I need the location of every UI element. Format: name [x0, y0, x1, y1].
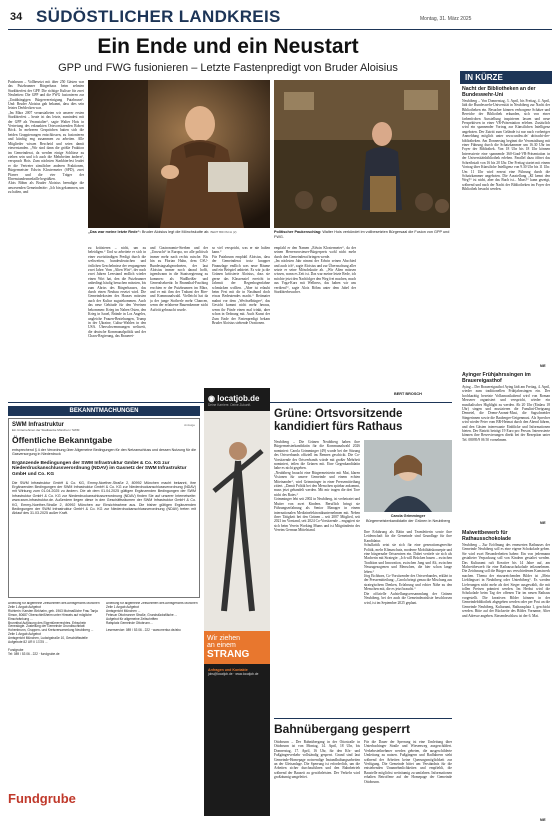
lead-headline: Ein Ende und ein Neustart [97, 35, 359, 58]
sidebar-item3-title: Malwettbewerb für Rathausschokolade [462, 530, 512, 542]
sidebar-item1-text: Neubiberg – Von Donnerstag, 3. April, bis Freitag, 4. April, lädt die Bundeswehr-Universität in Neubiberg zur Nacht der Bibliotheken ein. Besucher können verborgene Schätze und Bereiche der Bibliothek erkunden, sich von einer farbenfrohen Ausstellung inspirieren lassen und neue Perspektiven in einer VR-Präsentation erleben. Zusätzlich wird ein spannender Vortrag zur Künstlichen Intelligenz angeboten. Der Zutritt zum Gelände ist nur nach vorheriger Anmeldung möglich unter www.unibw.de/ ub/nacht-der-bibliotheken. Am Donnerstag beginnt die Veranstaltung mit einer Führung durch die Schatzkammer um 16.30 Uhr im Foyer der Bibliothek. Von 18 Uhr bis 18 Uhr können Interessierte eine spannende 360-Grad-VR-Präsentation in der Universitätsbibliothek erleben. Parallel dazu öffnet das Schreibstaft von 16 bis 20 Uhr. Der Freitag startet mit einem Vortrag über Künstliche Intelligenz von 9.30 Uhr bis 11 Uhr. Um 11 Uhr wird erneut eine Führung durch die Schatzkammer angeboten. Die Ausstellung „KI kennt den Weg?“ ist nicht, aber das Buch ist... Muss?“ kann gezeigt, während und nach der Nacht der Bibliotheken im Foyer der Bibliothek besucht werden. [462, 99, 550, 192]
notice-org: SWM Infrastruktur [12, 422, 65, 428]
green-caption-text: Bürgermeisterkandidatin der Grünen in Neubiberg [365, 518, 450, 523]
ad-logo [208, 394, 266, 403]
notice-tag: Anzeige [184, 423, 195, 427]
notice-swm-box [8, 418, 200, 598]
lead-subhead: GPP und FWG fusionieren – Letzte Fastenpredigt von Bruder Aloisius [58, 62, 398, 74]
sidebar-item3-text: Neubiberg – Zur Eröffnung des erneuerten Rathauses der Gemeinde Neubiberg soll es eine eigene Schokolade geben. Sie wird zwei Besonderheiten haben: Ein von jedermann gestalteter Verpackung soll von Kindern gestaltet werden. Das Kulturamt ruft Kreative bis 14 Jahre auf, am Malwettbewerb für eine Rathausschokolade teilzunehmen. Die Zeichnung soll die Bürger aus verschiedenen Kunstwerk machen. Thema der einzureichenden Bilder ist „Mein Lieblingsort in Neubiberg oder Unterbiberg“. Es werden Lieferungen nicht mehr als drei Sieger ausgewählt, die mit tollen Preisen prämiert werden. Im Herbst wird die Schokolade beim Tag der offenen Tür im neuen Rathaus vorgestellt. Die kreativen Bilder können in der Gemeindebibliothek abgegeben werden oder per Post an die Gemeinde Neubiberg, Kulturamt, Rathausplatz 1, geschickt werden. Bitte auf der Rückseite des Bildes Vorname, Alter und Adresse angeben. Einsendeschluss ist der 6. Mai. [462, 543, 550, 618]
ad-footer-2[interactable]: jobs@locatjob.de · www.locatjob.de [208, 672, 259, 676]
ad-line-1: Wir ziehen [207, 635, 241, 642]
notice-heading: Ergänzende Bedingungen der SWM Infrastruktur GmbH & Co. KG zur Niederdruckanschlussverordnung (NDAV) im Gasnetz der SWM Infrastruktur GmbH und Co. KG [12, 460, 187, 477]
notice-body: Die SWM Infrastruktur GmbH & Co. KG, Emmy-Noether-Straße 2, 80992 München macht bekannt, ihre Ergänzenden Bedingungen der SWM Infrastruktur GmbH & Co. KG zur Niederdruckanschlussverordnung (NDAV) mit Wirkung zum 01.04.2025 zu ändern. Die ab dem 01.04.2025 gültigen Ergänzenden Bedingungen der SWM Infrastruktur GmbH & Co. KG zur Niederdruckanschlussverordnung (NDAV) finden Sie auf unserer Internetseite: www.swm-infrastruktur.de. Außerdem liegen diese in den Geschäftsräumen der SWM Infrastruktur GmbH & Co. KG, Emmy-Noether-Straße 2, 80992 München zur Einsichtnahme aus. Die bisher gültigen Ergänzenden Bedingungen der SWM Infrastruktur GmbH & Co. KG zur Niederdruckanschlussverordnung (NDAV) treten mit Ablauf des 31.03.2025 außer Kraft. [12, 480, 196, 516]
photo1-caption-lead: „Das war meine letzte Rede“: [88, 230, 141, 234]
photo1-credit: BERT BROSCH (2) [210, 230, 237, 234]
notice-org-sub: Ein Unternehmen der Stadtwerke München / SWM [12, 428, 80, 432]
lead-text-col-4: so viel verspricht, was er nie halten kann.“ Für Putzbrunn empfahl Aloisius, dass der Gemeinderat trotz knapper Finanzlage endlich was neue Bäume und ein Beispiel anbietet. Es wär ja die Grünen kritisierte Aloisius, dass sie gerne das Klassenziel erreicht in Jahrmit der Regenbogenfahne schmücken wollten. „Aber ist erlaubt beim Fest mit dir in Nastbund doch etwas Bedeutendes macht.“ Reitmaier mahnt vor dem „Wechselbürger“, das Gesicht kommt nicht mehr heraus, wenn ihr Fünfe einen mal trinkt, aber schon in Ordnung mit. Auch Kunst der Zum Ende der Fastenpredigt bekam Bruder Aloisius stehende Ovationen. [212, 246, 270, 325]
bahn-text-col-1: Ottobrunn – Der Bahnübergang in der Ottostraße in Ottobrunn ist von Montag, 14. April, 18 Uhr, bis Donnerstag, 17. April, 16 Uhr, für den Kfz- und Fußgängerverkehr vollständig gesperrt. Grund sind laut Gemeinde-Homepage notwendige Instandhaltungsarbeiten an der Gleisanlage. Die Sperrung ist erforderlich, um die Arbeiten sicher durchzuführen und den Bahnbetrieb während der Bauzeit zu gewährleisten. Der Verkehr wird großräumig umgeleitet. [274, 740, 360, 780]
monk-speaker-illustration [88, 80, 270, 228]
ad-slogan-box [204, 631, 270, 664]
small-ads-right: Anleitung für allgemeine Zeitschriften des Amtsgerichts München Zeile 1 Angab Aufgebot Amtsgericht München ... Februar Ottobrunner Straße, Grundstücksfläche ... Aufgebot für allgemeine Zeitschriften Ratsplatz Gemeinde Ottobrunn... Leserservice: 089 / 53 06 - 222 · www.merkur.de/abo [106, 602, 198, 633]
ad-logo-sub: Deine Karriere. Deine Zukunft. [208, 403, 252, 407]
green-headline: Grüne: Ortsvorsitzende kandidiert fürs Rathaus [274, 408, 403, 433]
section-title: SÜDÖSTLICHER LANDKREIS [36, 7, 281, 26]
photo1-caption-text: Bruder Aloisius legt die Mönchskutte ab. [141, 230, 210, 234]
issue-date: Montag, 31. März 2025 [420, 16, 472, 22]
portrait-illustration [364, 440, 452, 512]
notice-intro: entsprechend § 4 der Verordnung über Allgemeine Bedingungen für den Netzanschluss und dessen Nutzung für die Gasversorgung in Niederdruck [12, 448, 197, 457]
ad-logo-icon: ◉ [208, 394, 215, 403]
photo-fusion-stage [274, 80, 450, 228]
sidebar-item1-title: Nacht der Bibliotheken an der Bundeswehr-Uni [462, 86, 536, 98]
lead-text-col-2: zu kritisieren – nicht, um zu beleidigen.“ Und so arbeitete er sich in einer zweistündigen Predigt durch die weltweiten, bundesdeutschen und örtlichen Geschehnisse der vergangenen zwei Jahre. Vom „Alten Wirt“, der nach zwei Jahren Leerstand endlich wieder einen Wirt hat, den die Putzbrunner unbedingt häufig besuchen müssten, bis zum Abriss des Bürgerhauses, das durch einen Neubau ersetzt wird. Die Gemeindekosten des Hauses müssten auch der Kultur zugutekommen. Auch das neue Gebäude für den Vereinen bekommen: Krieg im Nahen Osten, den Krieg in Israel, Brände in Los Angeles, ungleiche Frauen-Beziehungen, Trump in der Ukraine, Cultur-Wahlen in den USA. Überschwemmungen weltweit, die deutsche Kommunalpolitik und der Chaos-Regierung, das Brauerei- [88, 246, 146, 339]
photo-grimminger [364, 440, 452, 512]
notice-title: Öffentliche Bekanntgabe [12, 435, 113, 445]
ad-logo-text: locatjob.de [217, 394, 260, 403]
green-text-col-1: Neubiberg – Die Grünen Neubiberg haben ihre Bürgermeisterkandidatin für die Kommunalwahl 2026 nominiert: Carola Grimminger (49) wurde bei der Sitzung des Ortsverbands offiziell ins Rennen geschickt. Die Co-Vorsitzende des Ortsverbands würde mit großer Mehrheit nominiert, teilen die Grünen mit. Eine Gegenkandidatin habe es nicht gegeben. „Neubiberg braucht eine Bürgermeisterin mit Mut, klaren Visionen für unsere Gemeinde und einem echten Miteinander“, wird Grimminger in einer Pressemitteilung zitiert. „Damit Politik bei den Menschen spürbar ankommt, muss jetzt gehandelt werden. Mit mir tragen die drei Tore nicht des Rates.“ Grimminger lebt seit 2002 in Neubiberg, ist verheiratet und Mutter von zwei Kindern. Beruflich bringt sie Führungserfahrung als Senior Manager in einem internationalen Medizinelektronikunternehmen mit. Neben ihrer Tätigkeit bei den Grünen – seit 2007 Mitglied, seit 2021 im Vorstand, seit 2024 Co-Vorsitzende – engagiert sie sich beim Verein Working Mums und ist Mitgründerin des Vereins German Mittelstand. [274, 440, 360, 533]
page-number: 34 [10, 11, 23, 23]
header-rule [8, 29, 552, 30]
photo2-caption-lead: Politischer Paukenschlag: [274, 230, 322, 234]
lead-text-col-1: Putzbrunn – Vollbesetzt mit über 250 Gästen war das Putzbrunner Bürgerhaus beim zehnten Starkbierfest der GPP. Die richtige Kulisse für zwei Neuheiten: Die GPP und die FWG fusionieren zur „Unabhängigen Bürgervereinigung Putzbrunn“. Und: Bruder Aloisius gab bekannt, dass dies sein letztes Derblecken war. „Im März 2007 veranstalteten wir unserer ersten Starkbierfest – heute ist das letzte, zumindest mit der GPP als Veranstalter“, sagte Walter Hois in Vertretung des erkrankten Ortsvorsitzenden Robert Böck. In mehreren Gesprächen hatten sich die beiden Gruppierungen entschlossen, zu fusionieren und künftig eng zusammen zu arbeiten. Alle Mitglieder wissen Bescheid und seien damit einverstanden. „Wir sind dann die größte Fraktion im Gemeinderat, da werden einige Schlüsse zu ziehen sein und ich auch die Mehrheiten ändern“, versprach Hois. Zum nächsten Starkbierfest leadet er die Vertreter sämtlicher anderen Fraktionen, Bürgermeister Edwin Klostermeier (SPD), zwei Pfarrer und die vier Träger der Ehrenstandesmedaille begrüßten. Alois Böhm als Bruder Aloisius beendigte die anwesenden Gemeinderäte: „Ich bin gekommen, um zu halten, und [8, 80, 84, 195]
photo2-caption [274, 230, 450, 239]
fundgrube-wordmark: Fundgrube [8, 791, 76, 806]
green-caption-name: Carola Grimminger [390, 514, 426, 518]
photo1-caption [88, 230, 270, 235]
photo2-caption-text: Walter Hois verkündet im vollbesetzten Bürgersaal die Fusion von GPP und FWG. [274, 230, 450, 239]
small-ads-left: Anleitung für allgemeine Zeitschriften des Amtsgerichts München Zeile 1 Angab Aufgebot Richterin: Karsten Birkhahn, geb. 1963 Mutmaßliche Frau Tanja Simon, 80687 Oberschleißheim unter Hinweis auf mögliche Einschränkung ... Brunnthal Auflösung des Eigentümerrechtes. Erbschein Genealogie. Zustellung der Gemeinde Grundbuchblatt Hohenbrunn, Gruppen- und Kreisversammlung Neubiberg ... Zeile 1 Angab Aufgebot Amtsgericht München, Ludwigstraße 10, Geschäftsstelle Aufgebote 82 UR II 17/25 ... Fundgrube Tel: 089 / 53 06 - 222 · fundgrube.de [8, 602, 100, 656]
stage-speaker-illustration [274, 80, 450, 228]
green-photo-caption [364, 514, 452, 523]
sidebar-title: IN KÜRZE [460, 71, 552, 84]
fundgrube-logo [8, 790, 76, 816]
sidebar-item2-title: Ayinger Frühjahrssingen im Brauereigasthof [462, 372, 531, 384]
sidebar-item1-byline: NIE [540, 364, 546, 368]
photo-fastenpredigt [88, 80, 270, 228]
sidebar-item2-text: Aying – Der Brauereigasthof Aying lädt am Freitag, 4. April, wieder zum traditionellen Frühjahrssingen ein. Der hochkarätig besetzte Volksmusikabend wird von Roman Messerer organisiert und verspricht, wieder ein musikalisches Highlight zu werden. Ab 20 Uhr (Einlass 18 Uhr) singen und musizieren die Fanulini-Dreigsang Demetel, die Drenn-Aronnt-Musi, die Sagschneider Sängerinnen sowie die Bauberger-Geigenmusi. Als Sprecher wird wieder Peter vom BR-Heimat durch den Abend führen, und den Gästen interessante Einblicke und Informationen bieten. Der Eintritt beträgt 19 Euro pro Person. Interessierte können ihre Reservierungen direkt bei der Rezeption unter Tel. 08095/9 06 50 vornehmen. [462, 385, 550, 442]
notices-bar: BEKANNTMACHUNGEN [8, 406, 200, 416]
bahn-headline: Bahnübergang gesperrt [274, 722, 411, 736]
ad-dancer-illustration [204, 411, 270, 631]
ad-line-2: an einem [207, 642, 236, 649]
ad-footer-1: Anfragen und Kontakte [208, 668, 248, 672]
lead-byline: BERT BROSCH [394, 392, 422, 396]
sidebar-item3-byline: NIE [540, 818, 546, 822]
lead-text-col-5: empfahl er den Namen „Edwin Klostermeier“, da der seinen Herrenvorsteuer-Bürgerpreis wohl nicht mehr durch den Gemeinderat bringen werde. „Im nächsten Jahr nimmt der Edwin seinen Abschied und auch ich“, sagte Aloisius und zur Überraschung aller setzte er seine Mönchskutte ab. „Wir Alten müssen wissen, wann es Zeit ist. Das war meine letzte Rede, ich möchte jetzt den Nachfolger den Weg frei machen, mach aus Yoga-Kurs mit Wellness, das haben wir uns verdient!“, sagte Alois Böhm unter dem Jubel der Starkbierbesucher. [274, 246, 356, 295]
sidebar-item2-byline: NIE [540, 521, 546, 525]
bahn-top-rule [274, 718, 452, 719]
lead-text-col-3: und Gastronomie-Sterben und der „Unwucht“ in Europa, wo alle politisch immer mehr nach rechts rutsche. Bis hin zu Florian Hahn, dem CSU-Bundestagsabgeordneten, der laut Aloisius immer noch darauf hofft, irgendwann in die Staatsregierung zu kommen: als Wadlbeißer und Generalsekretär. In Brunnthal-Fasching erschien er der Putzbrunnen im März, und er mit ihm der Trabant der Bier- und Kommunalwahl. Vielleicht hat da ja der junge Stoiberle mehr Chancen, wenn der erfahrene Bauernkenner nicht Auftritt gebraucht wurde. [150, 246, 208, 312]
green-text-col-2: Ihre Erfahrung als Rätin und Teamleiterin sowie ihre Leidenschaft für die Gemeinde sind Grundlage für ihre Kandidatur. Schulkritik setzt sie sich für eine generationsgerechte Politik, mehr Klimaschutz, moderne Mobilitätskonzepte und eine bürgernahe Ortszentren ein. Dabei vertiefe sie sich als Macherin mit Strategie: „Ich will Brücken bauen – zwischen Tradition und Innovation, zwischen Jung und Alt, zwischen Neuzugezogenen und Menschen, die hier schon lange leben.“ Jörg Eichhorn, Co-Vorsitzender des Ortsverbandes, erklärt in der Pressemitteilung: „Carola bringt genau die Mischung aus strategischem Denken, Erfahrung und echter Nähe zu den Menschen mit, die es jetzt braucht.“ Die offizielle Aufstellungsversammlung der Grünen Neubiberg, bei der auch die Gemeinderatsliste beschlossen wird, ist im September 2025 geplant. [364, 530, 452, 605]
job-ad[interactable] [204, 388, 270, 816]
bahn-text-col-2: Für die Dauer der Sperrung ist eine Umleitung über Unterhachinger Straße und Wiesenweg ausgeschildert. Verkehrsteilnehmer werden gebeten, die ausgeschilderte Umleitung zu nutzen. Fußgängern und Radfahrern steht während der Arbeiten keine Querungsmöglichkeit zur Verfügung. Die Gemeinde bittet um Verständnis für die entstehenden Unannehmlichkeiten und empfiehlt, die Baustelle möglichst weiträumig zu umfahren. Informationen erhalten Betroffene auf der Homepage der Gemeinde Ottobrunn. [364, 740, 452, 784]
ad-line-3: STRANG [207, 649, 250, 660]
